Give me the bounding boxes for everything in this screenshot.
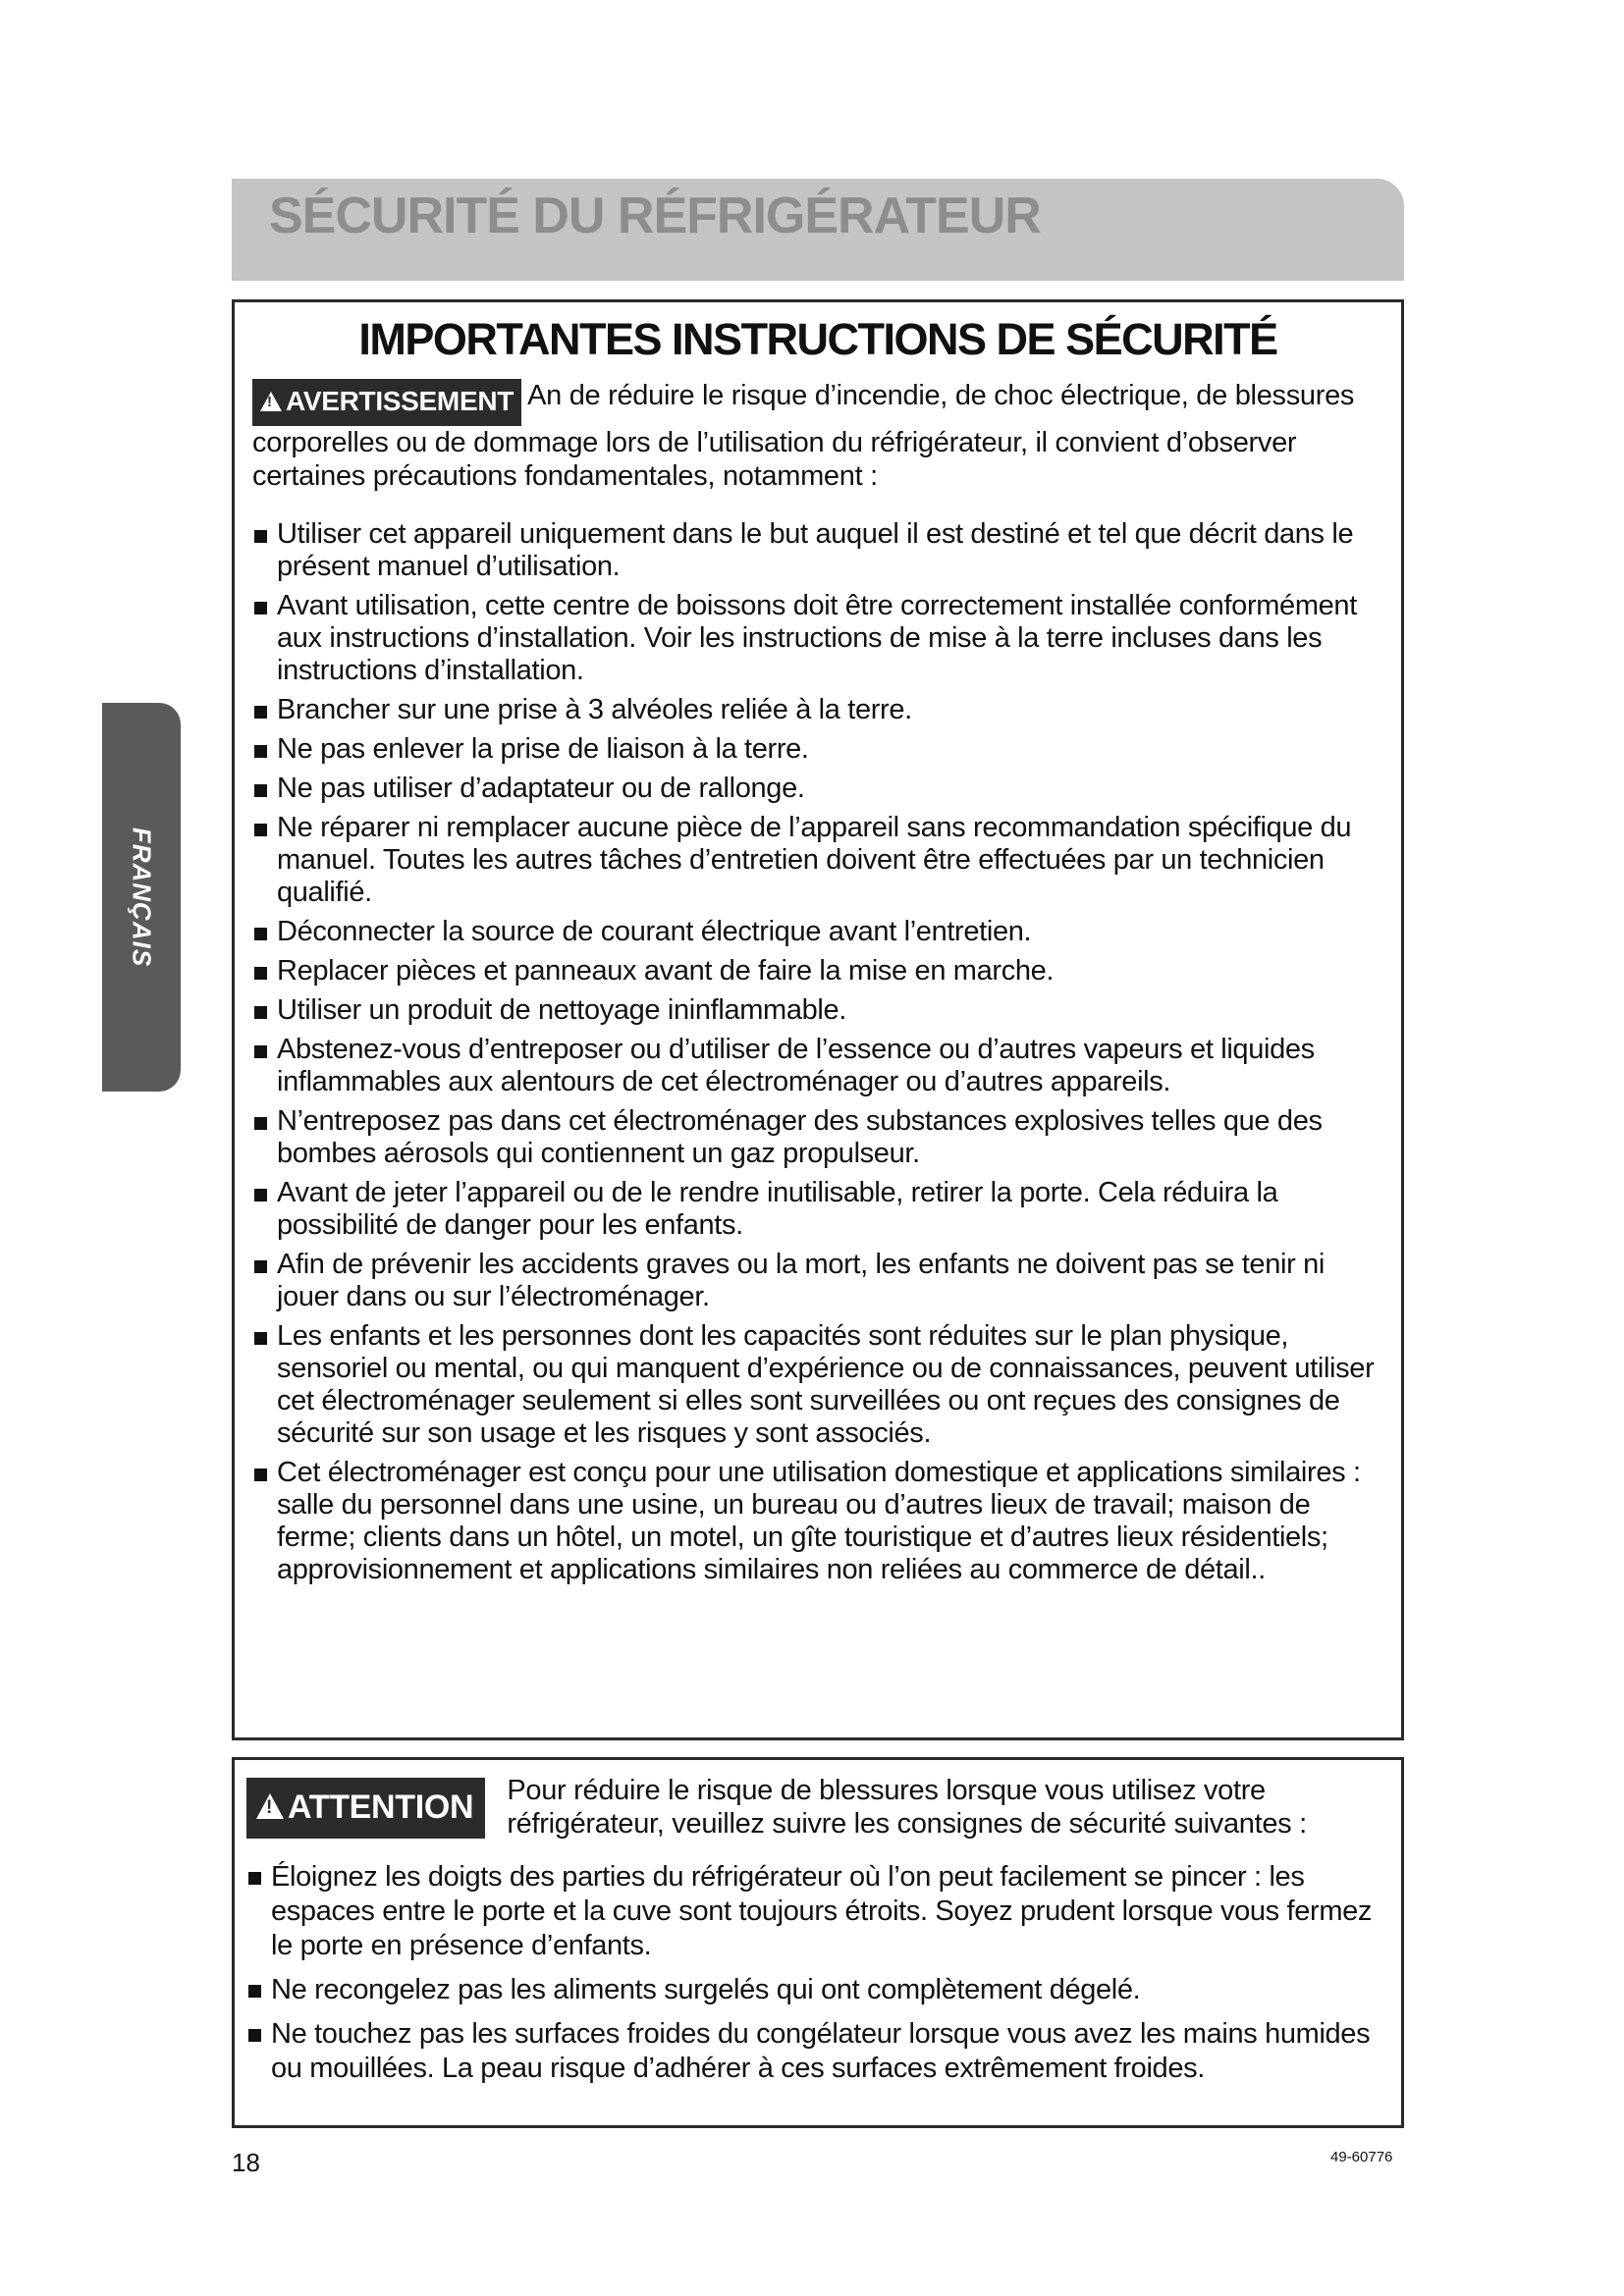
bullet-icon [248,1985,261,1998]
list-item: Cet électroménager est conçu pour une utilisation domestique et applications similaires : salle du personnel dans une usine, un bureau ou d’autres lieux de travail; maison de ferme; clients dans un hôtel, un motel, un gîte touristique et d’autres lieux résidentiels; approvisionnement et applications similaires non reliées au commerce de détail.. [252,1457,1383,1586]
list-item: Ne pas enlever la prise de liaison à la terre. [252,733,1383,766]
list-item: Les enfants et les personnes dont les capacités sont réduites sur le plan physique, sensoriel ou mental, ou qui manquent d’expérience ou de connaissances, peuvent utiliser cet électroménager seulement si elles sont surveillées ou ont reçues des consignes de sécurité sur son usage et les risques y sont associés. [252,1320,1383,1450]
section-header [232,179,1404,281]
section-title: SÉCURITÉ DU RÉFRIGÉRATEUR [269,187,1041,244]
bullet-icon [254,784,267,797]
bullet-icon [254,1189,267,1201]
bullet-icon [254,706,267,719]
list-item: Utiliser un produit de nettoyage ininflammable. [252,994,1383,1027]
warning-intro [252,379,1383,493]
safety-list [252,518,1383,1586]
document-number: 49-60776 [1330,2149,1393,2165]
bullet-icon [254,745,267,758]
bullet-icon [254,1332,267,1345]
list-item: Éloignez les doigts des parties du réfrigérateur où l’on peut facilement se pincer : les espaces entre le porte et la cuve sont toujours étroits. Soyez prudent lorsque vous fermez le porte en présence d’enfants. [246,1860,1383,1963]
warning-triangle-icon [260,392,282,411]
list-item: N’entreposez pas dans cet électroménager des substances explosives telles que des bombes aérosols qui contiennent un gaz propulseur. [252,1105,1383,1170]
safety-instructions-box [232,299,1404,1740]
list-item: Replacer pièces et panneaux avant de faire la mise en marche. [252,955,1383,988]
list-item: Avant de jeter l’appareil ou de le rendre inutilisable, retirer la porte. Cela réduira la possibilité de danger pour les enfants. [252,1177,1383,1242]
caution-badge [246,1778,485,1839]
bullet-icon [254,1045,267,1058]
list-item: Abstenez-vous d’entreposer ou d’utiliser de l’essence ou d’autres vapeurs et liquides inflammables aux alentours de cet électroménager ou d’autres appareils. [252,1034,1383,1098]
bullet-icon [254,530,267,543]
caution-intro-text: Pour réduire le risque de blessures lorsque vous utilisez votre réfrigérateur, veuillez suivre les consignes de sécurité suivantes : [507,1775,1307,1840]
bullet-icon [248,2029,261,2042]
list-item: Ne recongelez pas les aliments surgelés qui ont complètement dégelé. [246,1973,1383,2007]
list-item: Brancher sur une prise à 3 alvéoles reliée à la terre. [252,694,1383,726]
bullet-icon [254,824,267,836]
caution-box [232,1757,1404,2128]
list-item: Afin de prévenir les accidents graves ou la mort, les enfants ne doivent pas se tenir ni jouer dans ou sur l’électroménager. [252,1249,1383,1313]
bullet-icon [254,928,267,940]
list-item: Ne touchez pas les surfaces froides du congélateur lorsque vous avez les mains humides ou mouillées. La peau risque d’adhérer à ces surfaces extrêmement froides. [246,2017,1383,2086]
list-item: Déconnecter la source de courant électrique avant l’entretien. [252,916,1383,948]
warning-badge-label: AVERTISSEMENT [286,386,514,416]
bullet-icon [254,1260,267,1273]
bullet-icon [254,1006,267,1019]
list-item: Ne pas utiliser d’adaptateur ou de rallonge. [252,773,1383,805]
bullet-icon [254,1468,267,1481]
safety-heading: IMPORTANTES INSTRUCTIONS DE SÉCURITÉ [358,314,1277,364]
warning-badge [252,379,521,426]
page-number: 18 [232,2148,260,2177]
language-tab-label: FRANÇAIS [127,827,157,968]
list-item: Ne réparer ni remplacer aucune pièce de l’appareil sans recommandation spécifique du manuel. Toutes les autres tâches d’entretien doivent être effectuées par un technicien qualifié. [252,812,1383,909]
caution-list [246,1860,1383,2086]
list-item: Utiliser cet appareil uniquement dans le but auquel il est destiné et tel que décrit dans le présent manuel d’utilisation. [252,518,1383,583]
bullet-icon [254,1117,267,1130]
bullet-icon [254,967,267,980]
language-tab [102,703,181,1092]
caution-intro [246,1774,1383,1844]
list-item: Avant utilisation, cette centre de boissons doit être correctement installée conformément aux instructions d’installation. Voir les instructions de mise à la terre incluses dans les instructions d’installation. [252,590,1383,687]
bullet-icon [248,1872,261,1885]
caution-triangle-icon [256,1793,284,1819]
warning-intro-text: An de réduire le risque d’incendie, de choc électrique, de blessures corporelles ou de dommage lors de l’utilisation du réfrigérateur, il convient d’observer certaines précautions fondamentales, notamment : [252,380,1355,492]
caution-badge-label: ATTENTION [288,1789,474,1826]
bullet-icon [254,602,267,614]
